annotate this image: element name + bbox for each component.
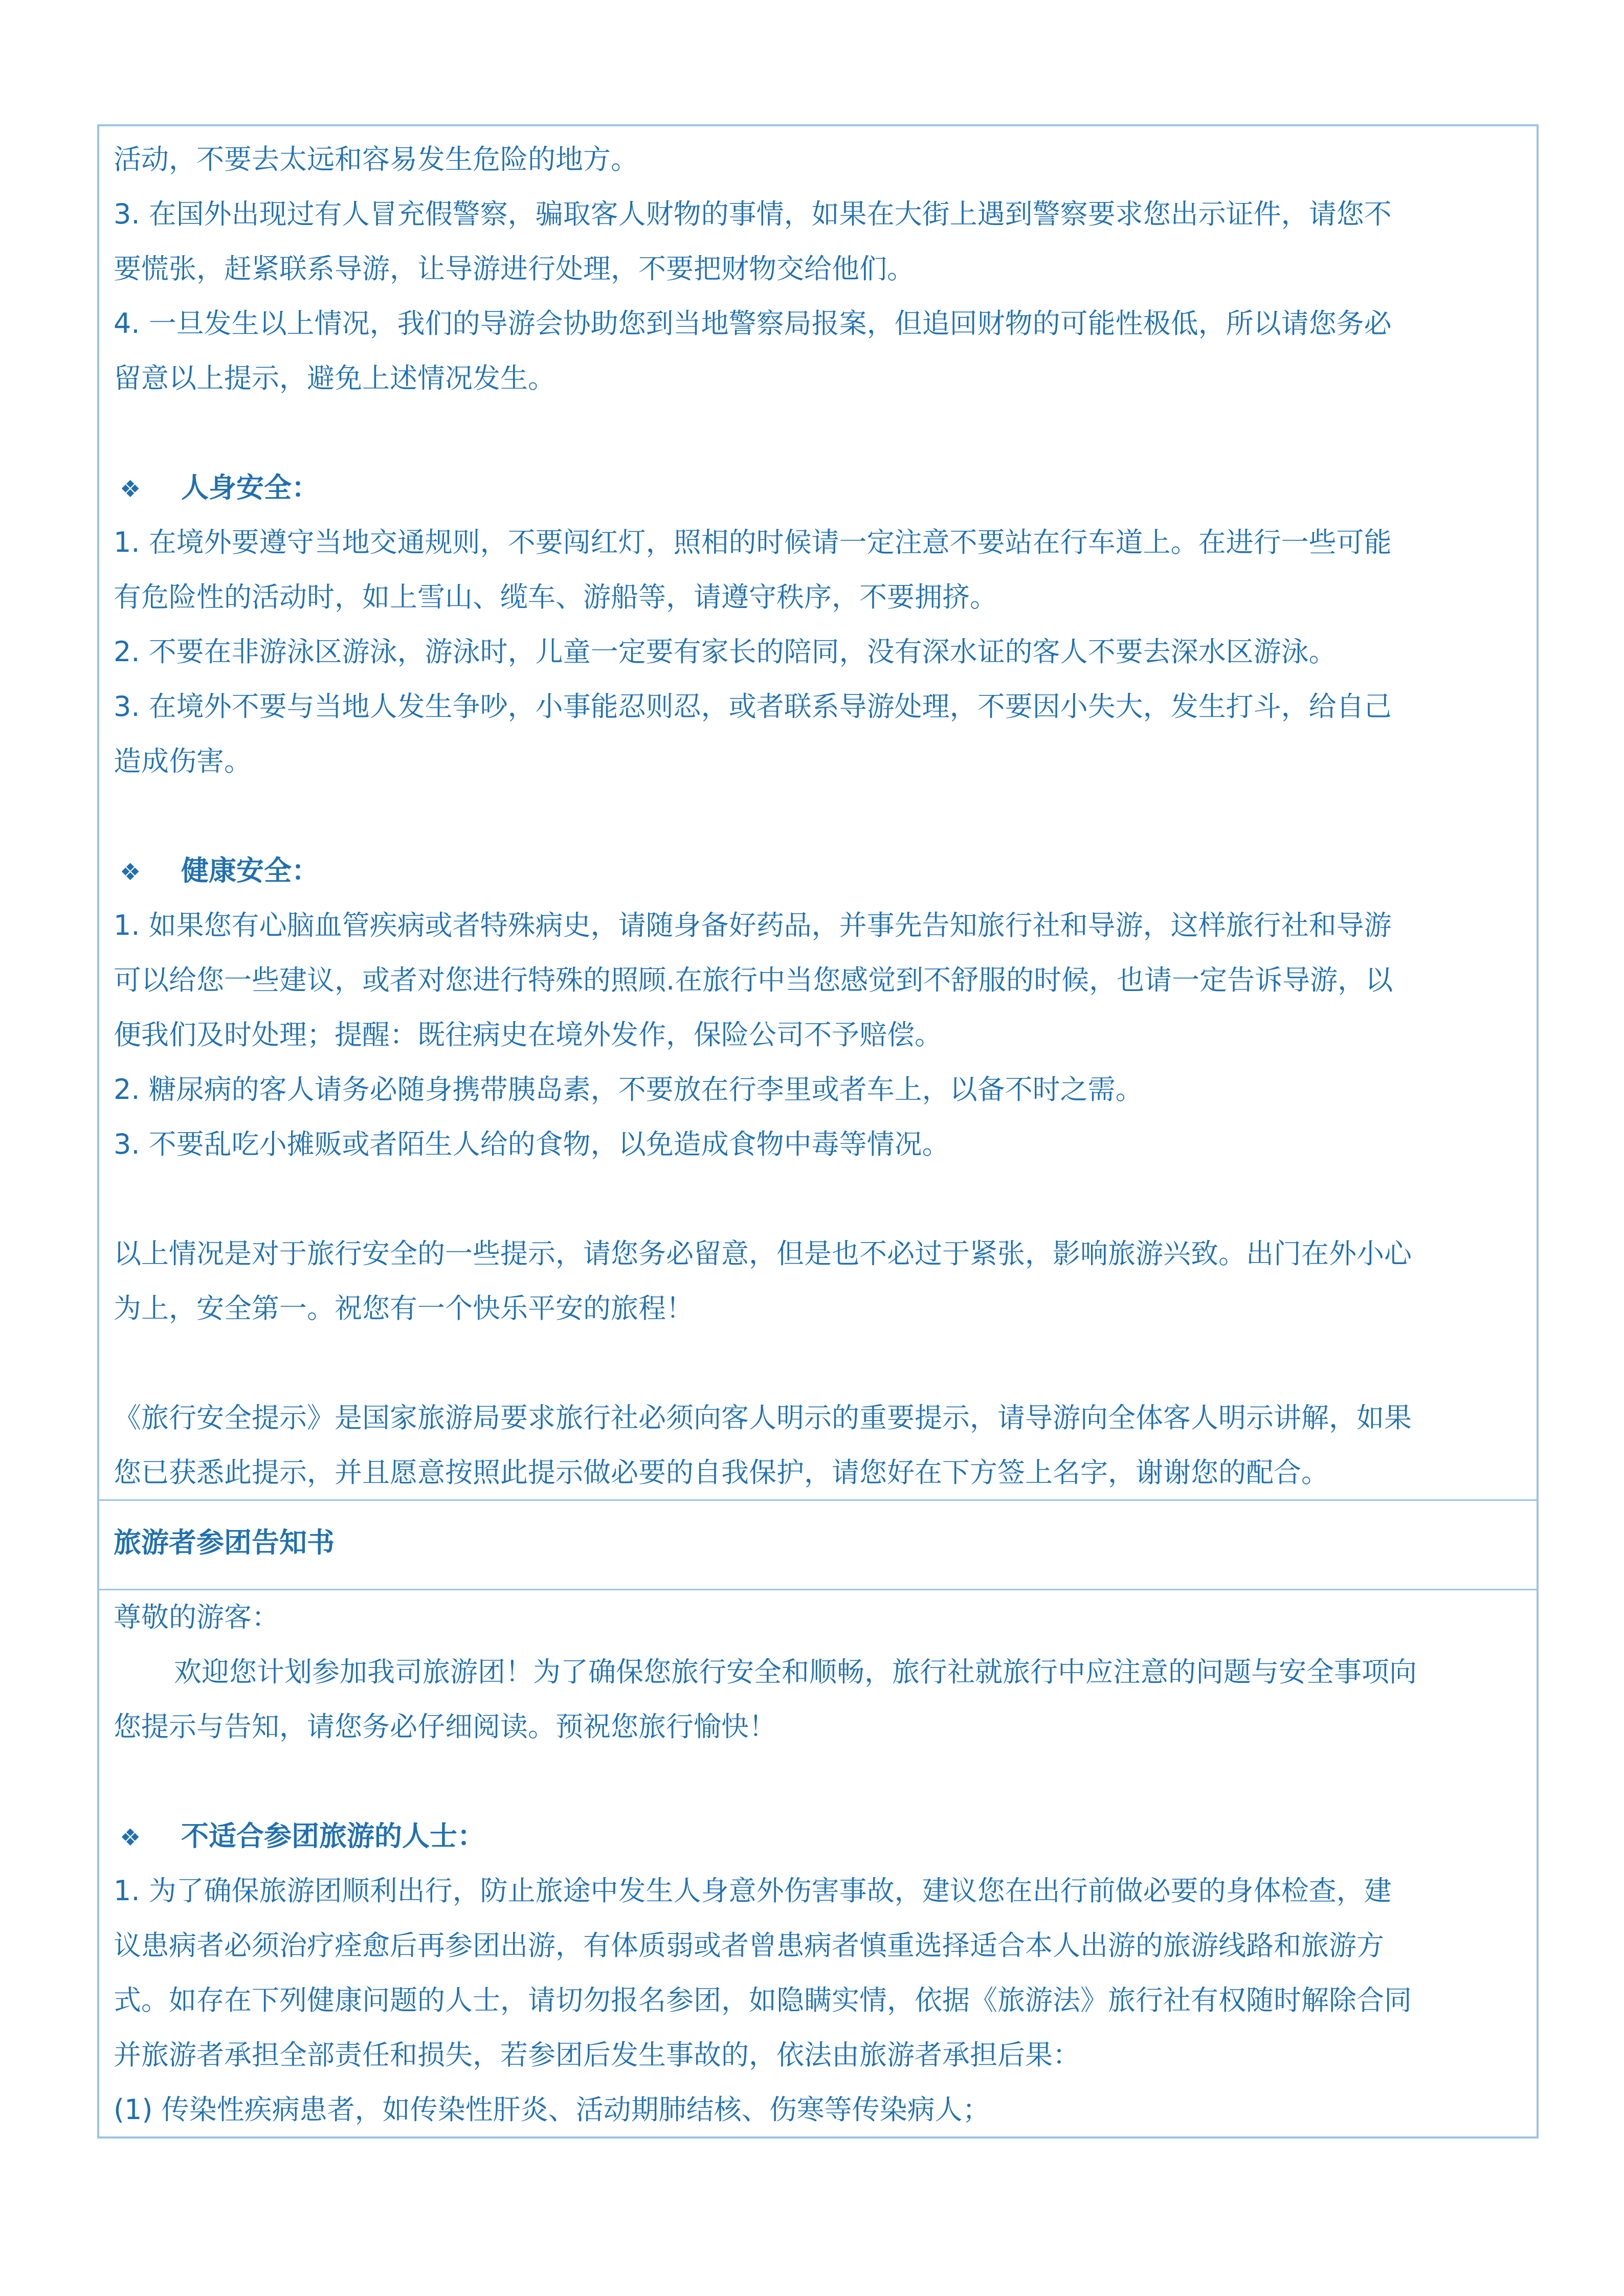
tourist-notice-section [99,1589,1537,2139]
diamond-bullet-icon: ❖ [120,475,141,503]
text-line: 有危险性的活动时，如上雪山、缆车、游船等，请遵守秩序，不要拥挤。 [114,581,997,613]
heading-health-safety [114,850,1522,892]
text-line: 为上，安全第一。祝您有一个快乐平安的旅程！ [114,1292,694,1324]
diamond-bullet-icon: ❖ [120,858,141,886]
text-line: 欢迎您计划参加我司旅游团！为了确保您旅行安全和顺畅，旅行社就旅行中应注意的问题与安全事项向 [174,1656,1417,1688]
text-line: 留意以上提示，避免上述情况发生。 [114,362,555,394]
heading-personal-safety [114,467,1522,509]
text-line: 造成伤害。 [114,745,252,777]
greeting: 尊敬的游客： [114,1601,279,1633]
text-line: 要慌张，赶紧联系导游，让导游进行处理，不要把财物交给他们。 [114,253,915,285]
text-line: 便我们及时处理；提醒：既往病史在境外发作，保险公司不予赔偿。 [114,1019,942,1051]
text-line: 您已获悉此提示，并且愿意按照此提示做必要的自我保护，请您好在下方签上名字，谢谢您的配合。 [114,1456,1329,1489]
document-frame [97,124,1539,2139]
text-line: 2. 糖尿病的客人请务必随身携带胰岛素，不要放在行李里或者车上，以备不时之需。 [114,1073,1143,1106]
text-line: 《旅行安全提示》是国家旅游局要求旅行社必须向客人明示的重要提示，请导游向全体客人明示讲解，如果 [114,1402,1412,1434]
text-line: 3. 在国外出现过有人冒充假警察，骗取客人财物的事情，如果在大街上遇到警察要求您出示证件，请您不 [114,198,1392,230]
heading-text: 健康安全： [181,854,319,887]
heading-text: 不适合参团旅游的人士： [181,1820,485,1852]
text-line: 议患病者必须治疗痊愈后再参团出游，有体质弱或者曾患病者慎重选择适合本人出游的旅游线路和旅游方 [114,1929,1384,1962]
text-line: 式。如存在下列健康问题的人士，请切勿报名参团，如隐瞒实情，依据《旅游法》旅行社有权随时解除合同 [114,1984,1412,2016]
section-title: 旅游者参团告知书 [114,1526,335,1559]
safety-tips-section [99,126,1537,1501]
text-line: 1. 为了确保旅游团顺利出行，防止旅途中发生人身意外伤害事故，建议您在出行前做必要的身体检查，建 [114,1875,1392,1907]
text-line: 并旅游者承担全部责任和损失，若参团后发生事故的，依法由旅游者承担后果： [114,2039,1080,2071]
text-line: 1. 如果您有心脑血管疾病或者特殊病史，请随身备好药品，并事先告知旅行社和导游，这样旅行社和导游 [114,909,1392,941]
text-line: 活动，不要去太远和容易发生危险的地方。 [114,143,638,175]
text-line: 可以给您一些建议，或者对您进行特殊的照顾.在旅行中当您感觉到不舒服的时候，也请一定告诉导游，以 [114,964,1393,996]
text-line: (1) 传染性疾病患者，如传染性肝炎、活动期肺结核、伤寒等传染病人； [114,2094,990,2126]
diamond-bullet-icon: ❖ [120,1824,141,1851]
text-line: 您提示与告知，请您务必仔细阅读。预祝您旅行愉快！ [114,1710,776,1743]
text-line: 2. 不要在非游泳区游泳，游泳时，儿童一定要有家长的陪同，没有深水证的客人不要去深水区游泳。 [114,636,1337,668]
heading-text: 人身安全： [181,471,319,504]
notice-heading-row [99,1501,1537,1590]
text-line: 3. 不要乱吃小摊贩或者陌生人给的食物，以免造成食物中毒等情况。 [114,1128,950,1160]
text-line: 3. 在境外不要与当地人发生争吵，小事能忍则忍，或者联系导游处理，不要因小失大，发生打斗，给自己 [114,690,1392,723]
text-line: 1. 在境外要遵守当地交通规则，不要闯红灯，照相的时候请一定注意不要站在行车道上。在进行一些可能 [114,526,1392,558]
text-line: 以上情况是对于旅行安全的一些提示，请您务必留意，但是也不必过于紧张，影响旅游兴致。出门在外小心 [114,1237,1412,1270]
text-line: 4. 一旦发生以上情况，我们的导游会协助您到当地警察局报案，但追回财物的可能性极低，所以请您务必 [114,307,1392,340]
heading-unsuitable-persons [114,1816,1522,1858]
